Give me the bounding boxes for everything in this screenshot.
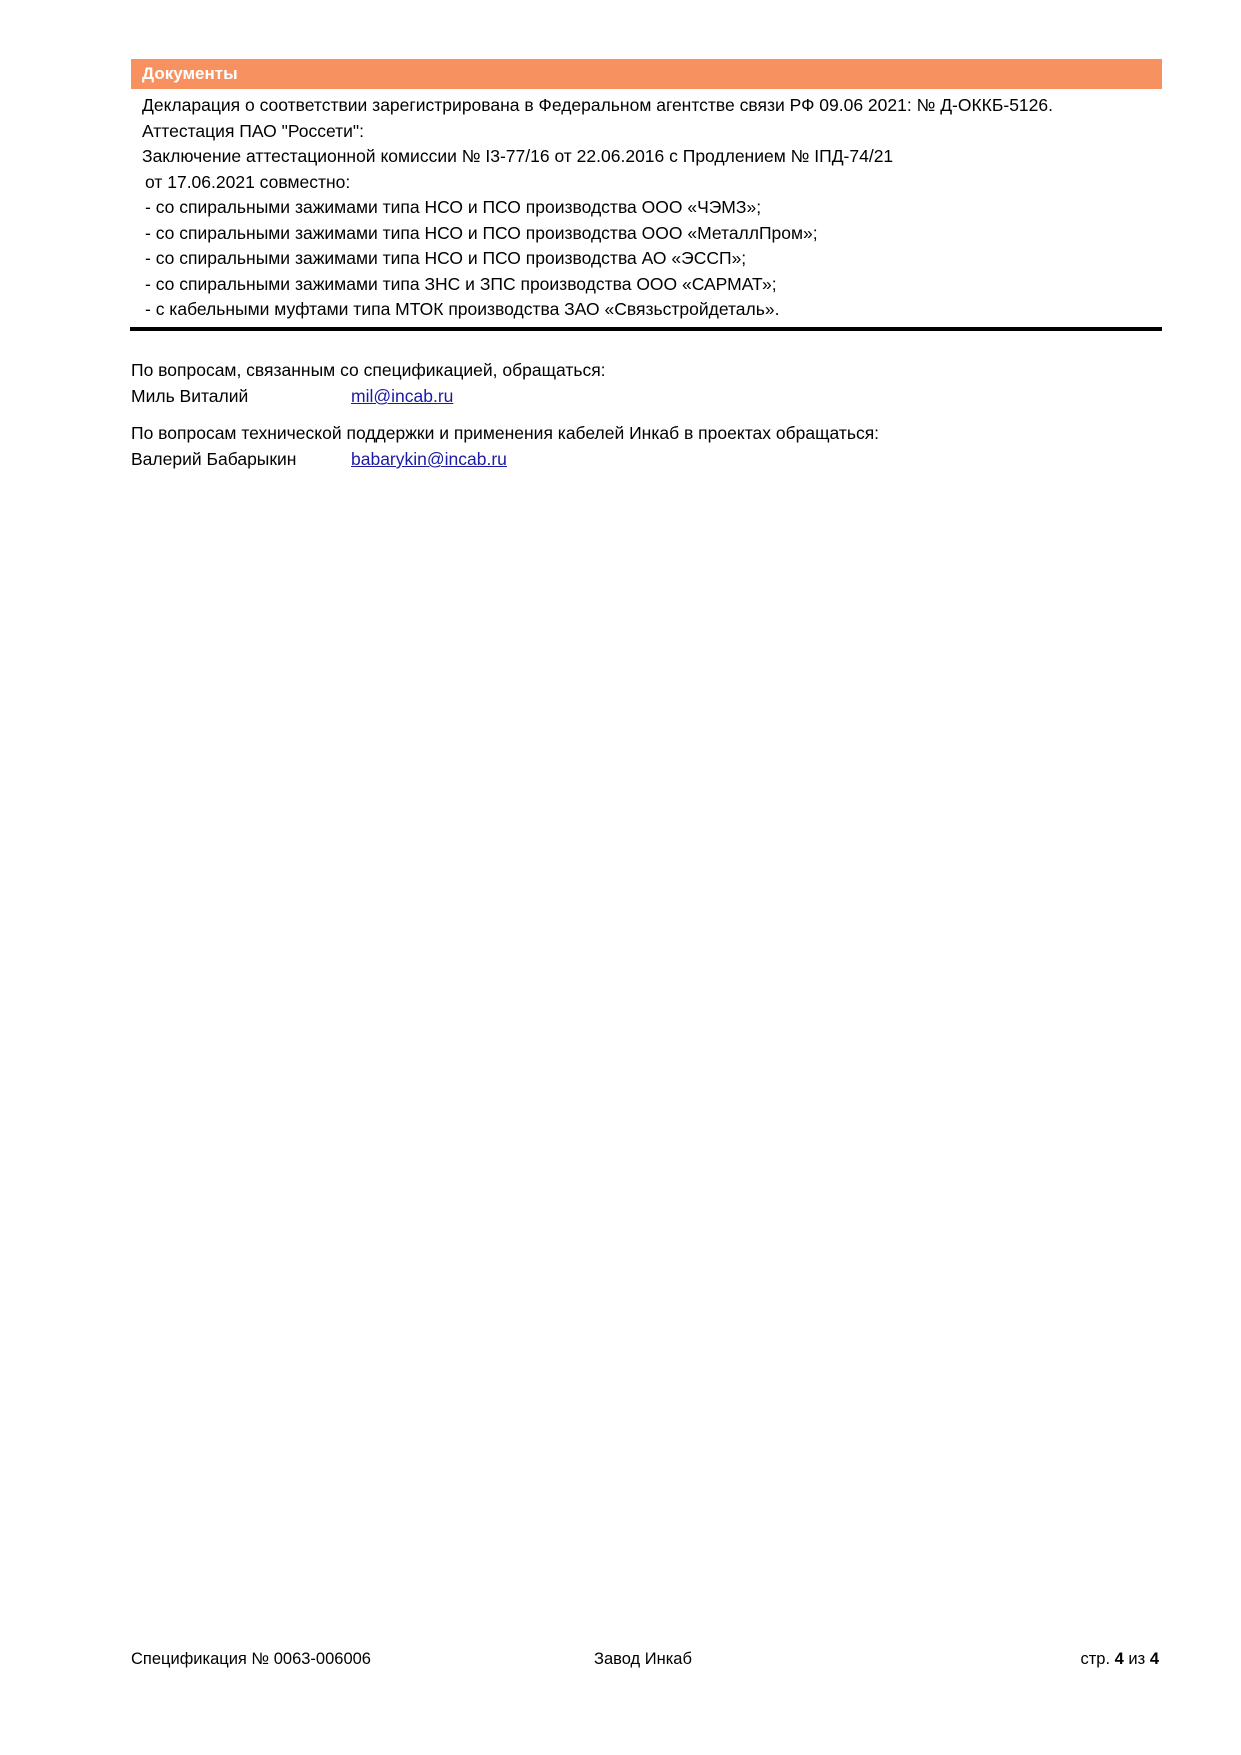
page-current: 4 (1114, 1650, 1124, 1668)
spec-contact-email-link[interactable]: mil@incab.ru (351, 386, 454, 406)
list-item: - со спиральными зажимами типа НСО и ПСО производства ООО «ЧЭМЗ»; (145, 197, 762, 217)
support-contact-block (131, 420, 1131, 472)
spec-contact-row (131, 383, 1131, 409)
attestation-line: Аттестация ПАО "Россети": (142, 120, 364, 141)
spec-contact-name: Миль Виталий (131, 386, 249, 406)
page-sep: из (1128, 1650, 1146, 1668)
support-contact-name: Валерий Бабарыкин (131, 449, 297, 469)
conclusion-date-line: от 17.06.2021 совместно: (145, 171, 351, 192)
page-total: 4 (1149, 1650, 1159, 1668)
conclusion-line: Заключение аттестационной комиссии № I3-77/16 от 22.06.2016 с Продлением № IПД-74/21 (142, 146, 894, 166)
section-divider (130, 327, 1162, 331)
footer-spec-number: Спецификация № 0063-006006 (131, 1650, 371, 1668)
list-item: - со спиральными зажимами типа ЗНС и ЗПС производства ООО «САРМАТ»; (145, 273, 777, 294)
declaration-line: Декларация о соответствии зарегистрирована в Федеральном агентстве связи РФ 09.06 2021: № Д-ОККБ-5126. (142, 95, 1053, 115)
support-contact-row (131, 446, 1131, 472)
documents-text (142, 93, 1162, 323)
support-contact-email-link[interactable]: babarykin@incab.ru (351, 449, 507, 469)
footer-page-number (1080, 1650, 1159, 1669)
page-prefix: стр. (1080, 1650, 1111, 1668)
list-item: - со спиральными зажимами типа НСО и ПСО производства ООО «МеталлПром»; (145, 222, 818, 243)
documents-section-header: Документы (131, 59, 1162, 89)
footer-company: Завод Инкаб (594, 1650, 692, 1668)
list-item: - с кабельными муфтами типа МТОК производства ЗАО «Связьстройдеталь». (145, 299, 780, 319)
spec-contact-intro: По вопросам, связанным со спецификацией, обращаться: (131, 360, 606, 380)
list-item: - со спиральными зажимами типа НСО и ПСО производства АО «ЭССП»; (145, 248, 747, 268)
spec-contact-block (131, 357, 1131, 409)
support-contact-intro: По вопросам технической поддержки и применения кабелей Инкаб в проектах обращаться: (131, 423, 880, 443)
